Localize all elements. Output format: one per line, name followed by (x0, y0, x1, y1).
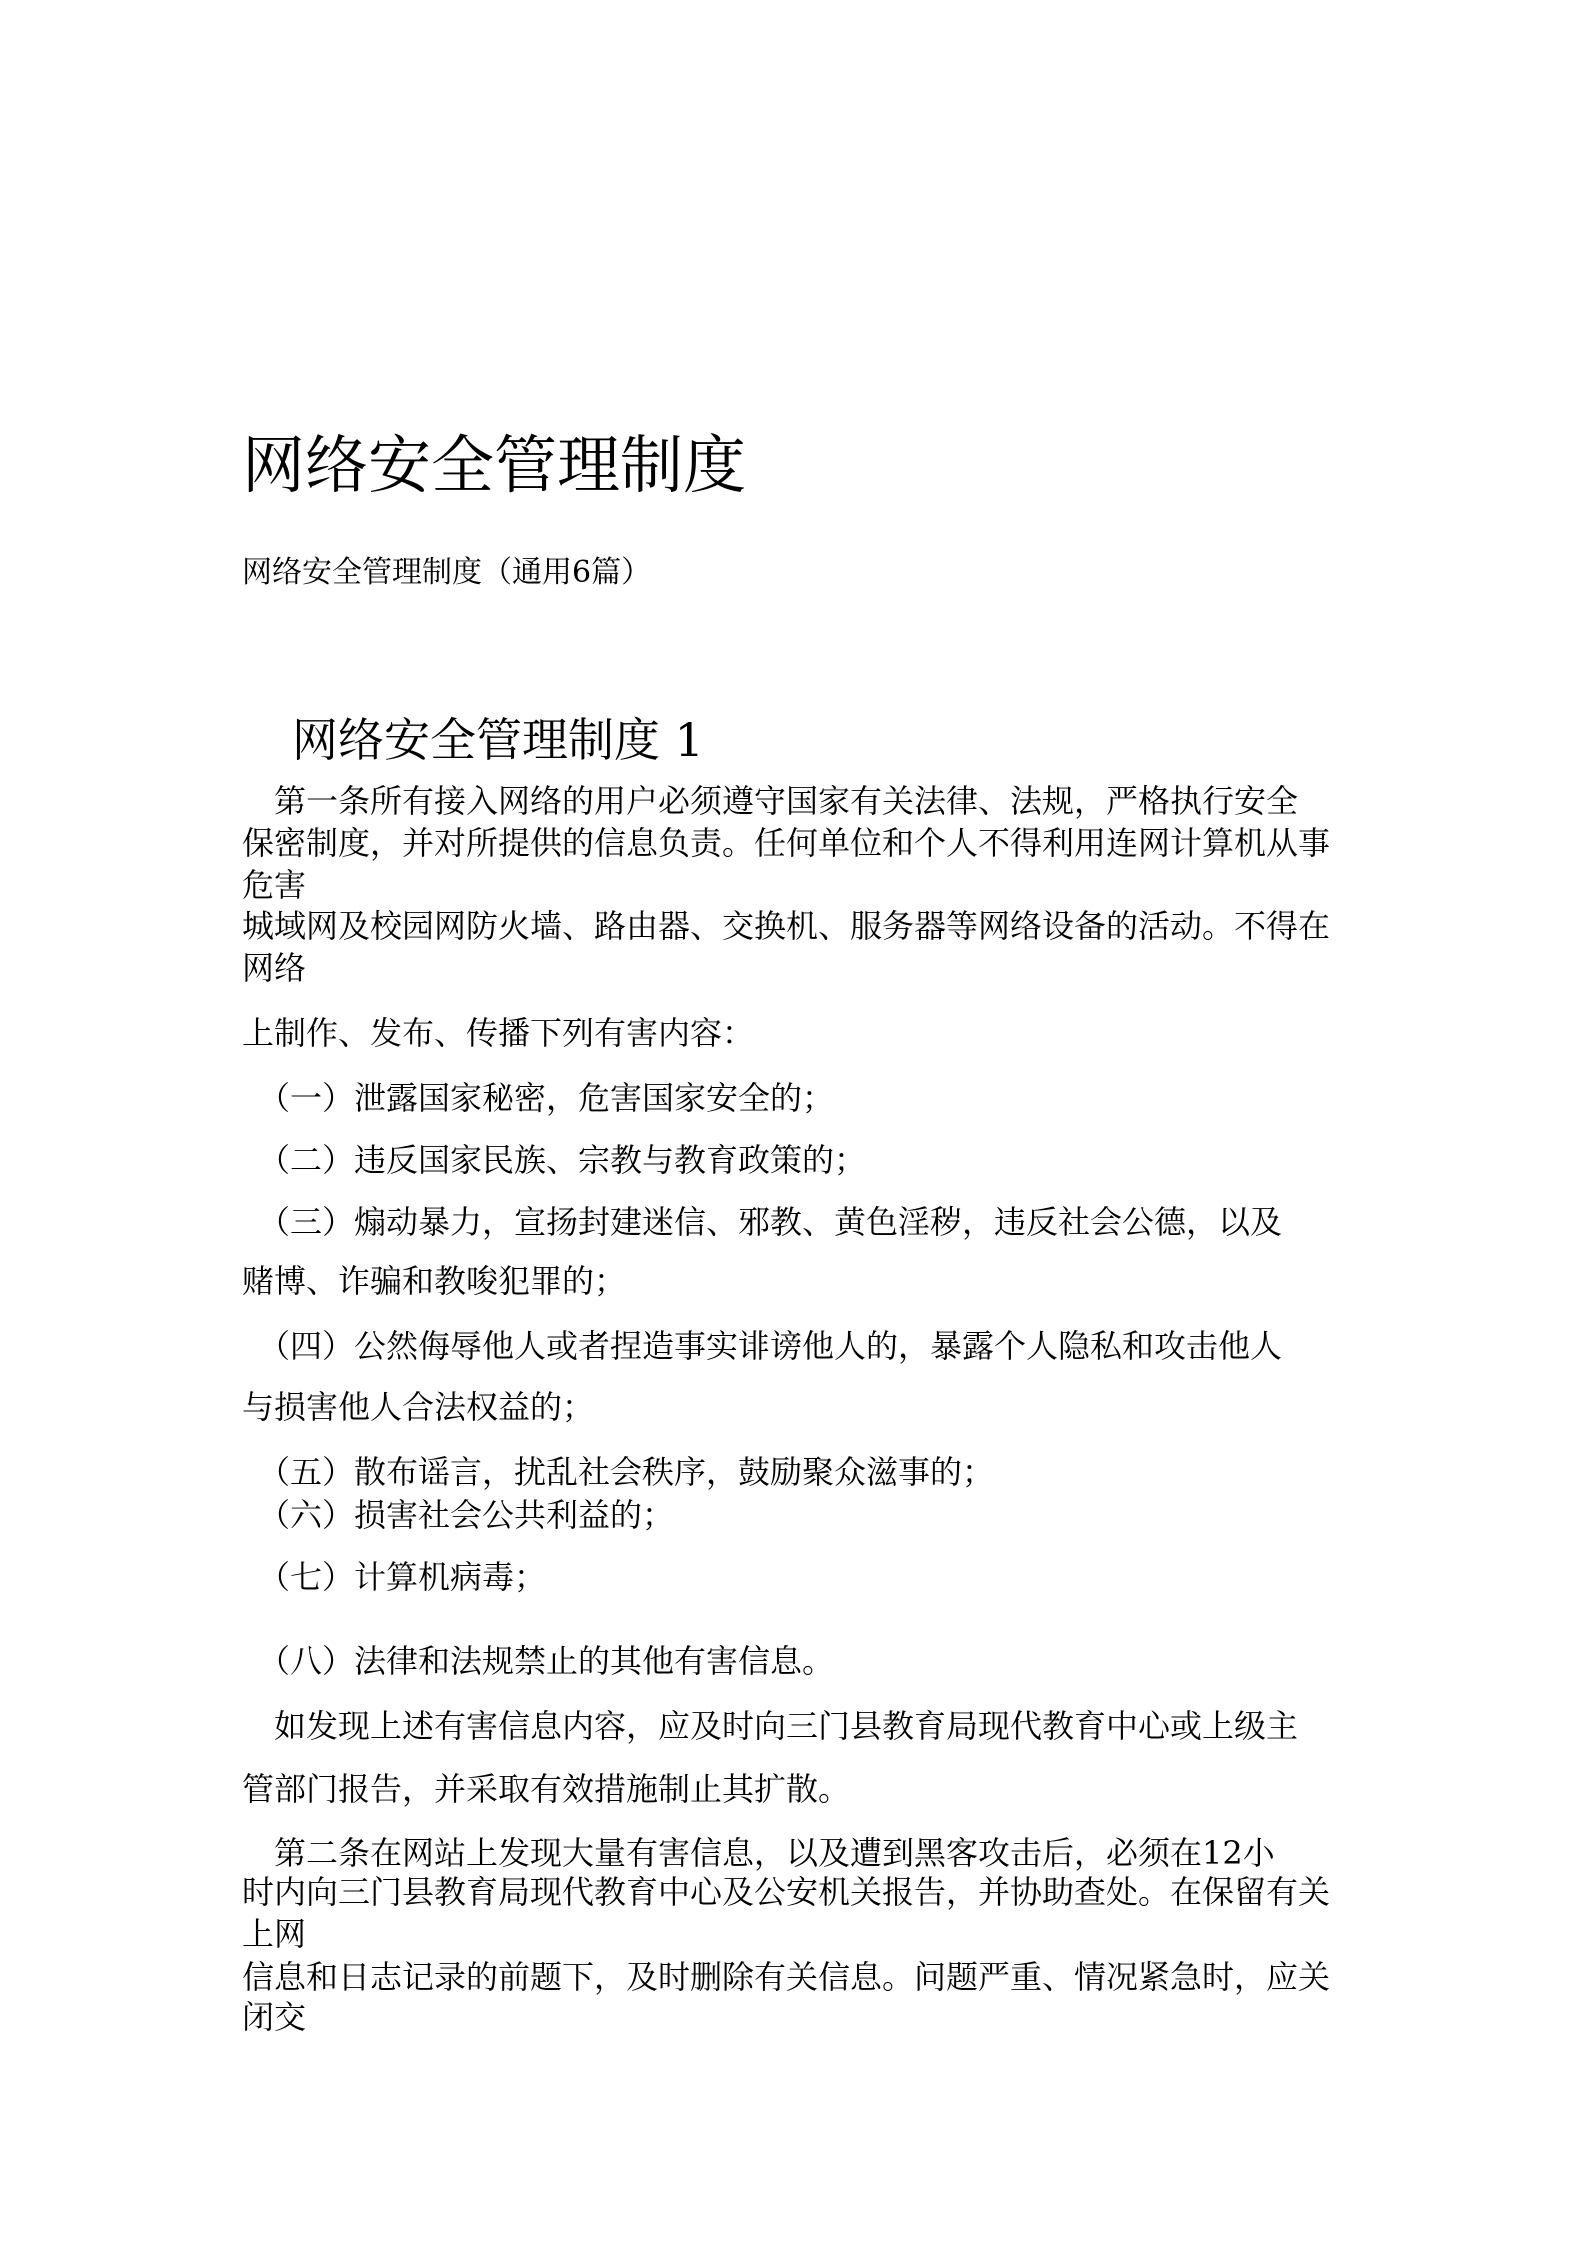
document-subtitle: 网络安全管理制度（通用6篇） (242, 555, 652, 590)
body-line: 城域网及校园网防火墙、路由器、交换机、服务器等网络设备的活动。不得在 (242, 907, 1331, 945)
body-line: 保密制度，并对所提供的信息负责。任何单位和个人不得利用连网计算机从事 (242, 824, 1331, 862)
body-line: 信息和日志记录的前题下，及时删除有关信息。问题严重、情况紧急时，应关 (242, 1958, 1331, 1996)
body-line: 如发现上述有害信息内容，应及时向三门县教育局现代教育中心或上级主 (274, 1707, 1299, 1745)
list-item: （五）散布谣言，扰乱社会秩序，鼓励聚众滋事的； (258, 1453, 995, 1491)
section-heading: 网络安全管理制度 1 (292, 713, 704, 767)
body-line: 上网 (242, 1915, 307, 1953)
body-line: 第一条所有接入网络的用户必须遵守国家有关法律、法规，严格执行安全 (274, 782, 1299, 820)
body-line: 上制作、发布、传播下列有害内容： (242, 1014, 755, 1052)
body-line: 管部门报告，并采取有效措施制止其扩散。 (242, 1770, 851, 1808)
body-line: 第二条在网站上发现大量有害信息，以及遭到黑客攻击后，必须在12小 (274, 1834, 1275, 1872)
document-title: 网络安全管理制度 (242, 429, 746, 502)
body-line: 闭交 (242, 1998, 307, 2036)
body-line: 危害 (242, 866, 307, 904)
list-item: （八）法律和法规禁止的其他有害信息。 (258, 1642, 835, 1680)
body-line: 与损害他人合法权益的； (242, 1388, 595, 1426)
body-line: 时内向三门县教育局现代教育中心及公安机关报告，并协助查处。在保留有关 (242, 1873, 1331, 1911)
list-item: （二）违反国家民族、宗教与教育政策的； (258, 1141, 867, 1179)
body-line: 赌博、诈骗和教唆犯罪的； (242, 1262, 627, 1300)
list-item: （六）损害社会公共利益的； (258, 1496, 675, 1534)
list-item: （一）泄露国家秘密，危害国家安全的； (258, 1079, 835, 1117)
list-item: （七）计算机病毒； (258, 1558, 547, 1596)
body-line: 网络 (242, 949, 307, 987)
list-item: （四）公然侮辱他人或者捏造事实诽谤他人的，暴露个人隐私和攻击他人 (258, 1327, 1283, 1365)
list-item: （三）煽动暴力，宣扬封建迷信、邪教、黄色淫秽，违反社会公德，以及 (258, 1203, 1283, 1241)
